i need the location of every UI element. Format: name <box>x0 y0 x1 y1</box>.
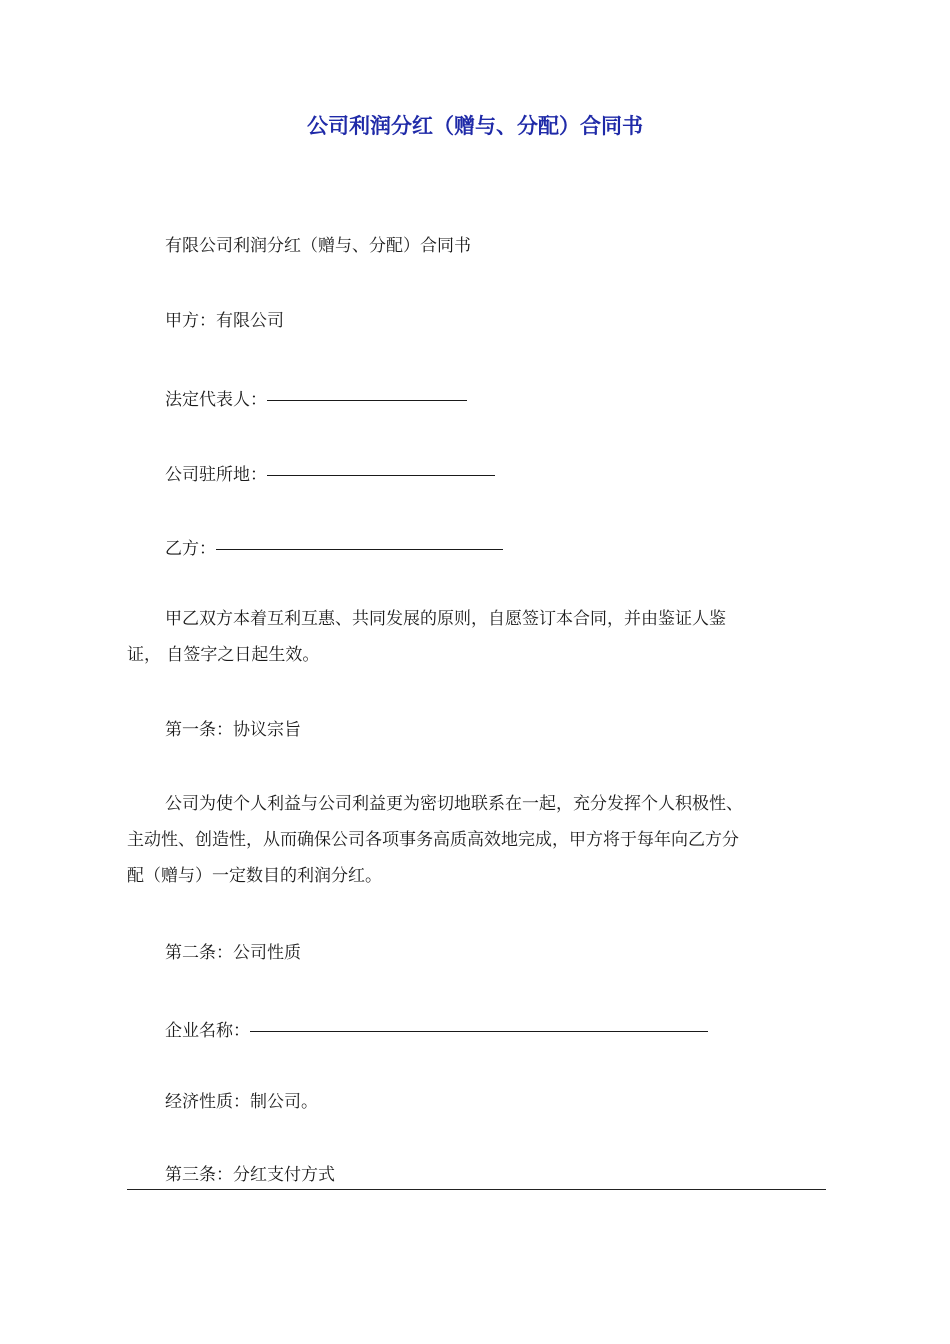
intro-line: 甲乙双方本着互利互惠、共同发展的原则，自愿签订本合同，并由鉴证人鉴 <box>165 609 726 629</box>
article-2-heading: 第二条：公司性质 <box>165 943 301 963</box>
company-name-line <box>165 1009 708 1049</box>
contract-subtitle: 有限公司利润分红（赠与、分配）合同书 <box>165 236 471 256</box>
party-b-label: 乙方： <box>165 539 216 559</box>
party-b-blank <box>216 523 503 550</box>
intro-line: 证， 自签字之日起生效。 <box>127 645 320 665</box>
company-address-line <box>165 453 495 493</box>
article-3-heading: 第三条：分红支付方式 <box>165 1165 335 1185</box>
document-title: 公司利润分红（赠与、分配）合同书 <box>307 114 643 138</box>
article-1-line: 公司为使个人利益与公司利益更为密切地联系在一起，充分发挥个人积极性、 <box>165 794 743 814</box>
company-address-label: 公司驻所地： <box>165 465 267 485</box>
economic-nature-line: 经济性质：制公司。 <box>165 1092 318 1112</box>
party-b-line <box>165 527 503 567</box>
article-1-paragraph <box>127 786 827 894</box>
legal-representative-blank <box>267 374 467 401</box>
legal-representative-line <box>165 378 467 418</box>
legal-representative-label: 法定代表人： <box>165 390 267 410</box>
article-1-line: 主动性、创造性，从而确保公司各项事务高质高效地完成，甲方将于每年向乙方分 <box>127 830 739 850</box>
intro-paragraph <box>127 601 827 673</box>
company-name-blank <box>250 1005 708 1032</box>
party-a-line: 甲方：有限公司 <box>165 311 284 331</box>
article-1-line: 配（赠与）一定数目的利润分红。 <box>127 866 382 886</box>
page-bottom-rule <box>127 1189 826 1190</box>
company-address-blank <box>267 449 495 476</box>
article-1-heading: 第一条：协议宗旨 <box>165 720 301 740</box>
company-name-label: 企业名称： <box>165 1021 250 1041</box>
